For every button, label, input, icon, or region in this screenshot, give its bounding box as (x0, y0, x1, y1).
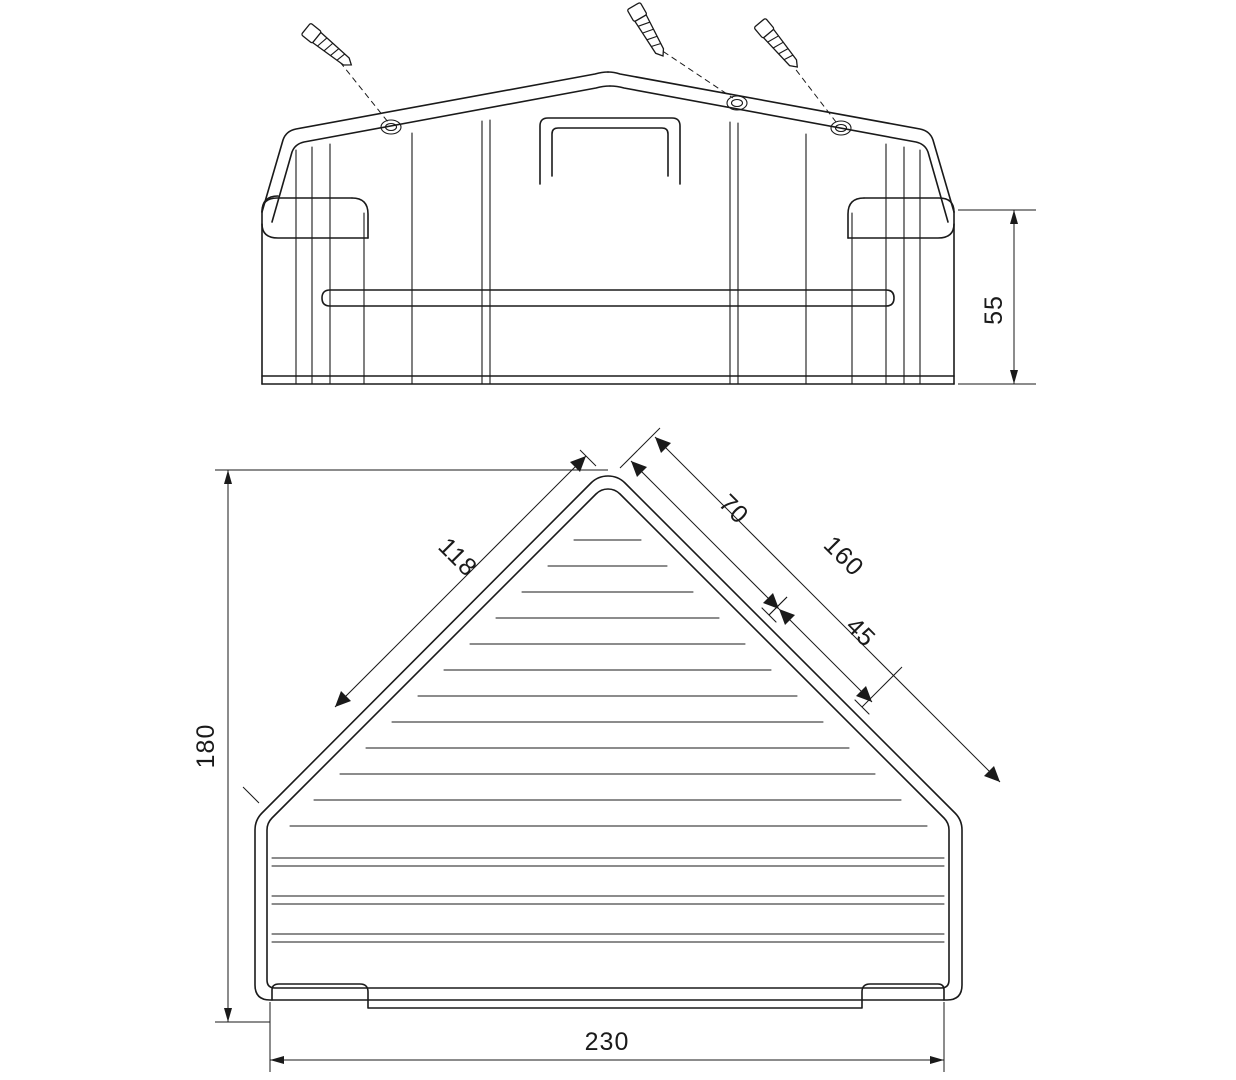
dimension-230-label: 230 (584, 1028, 630, 1056)
screw-center (627, 2, 733, 98)
dimension-160-label: 160 (817, 530, 870, 583)
screw-left (301, 23, 388, 122)
top-plan-view (192, 428, 1000, 1072)
dimension-180-label: 180 (192, 723, 220, 769)
dimension-118-label: 118 (432, 532, 483, 583)
front-elevation-view (262, 2, 1036, 384)
dimension-118 (243, 450, 596, 803)
dimension-45-label: 45 (840, 611, 882, 653)
dimension-70-label: 70 (713, 488, 755, 530)
dimension-55-label: 55 (980, 295, 1008, 325)
dimension-230 (270, 1002, 944, 1072)
dimension-160 (638, 428, 1000, 782)
dimension-45 (769, 597, 881, 707)
dimension-55 (958, 210, 1036, 384)
dimension-70 (620, 450, 787, 615)
